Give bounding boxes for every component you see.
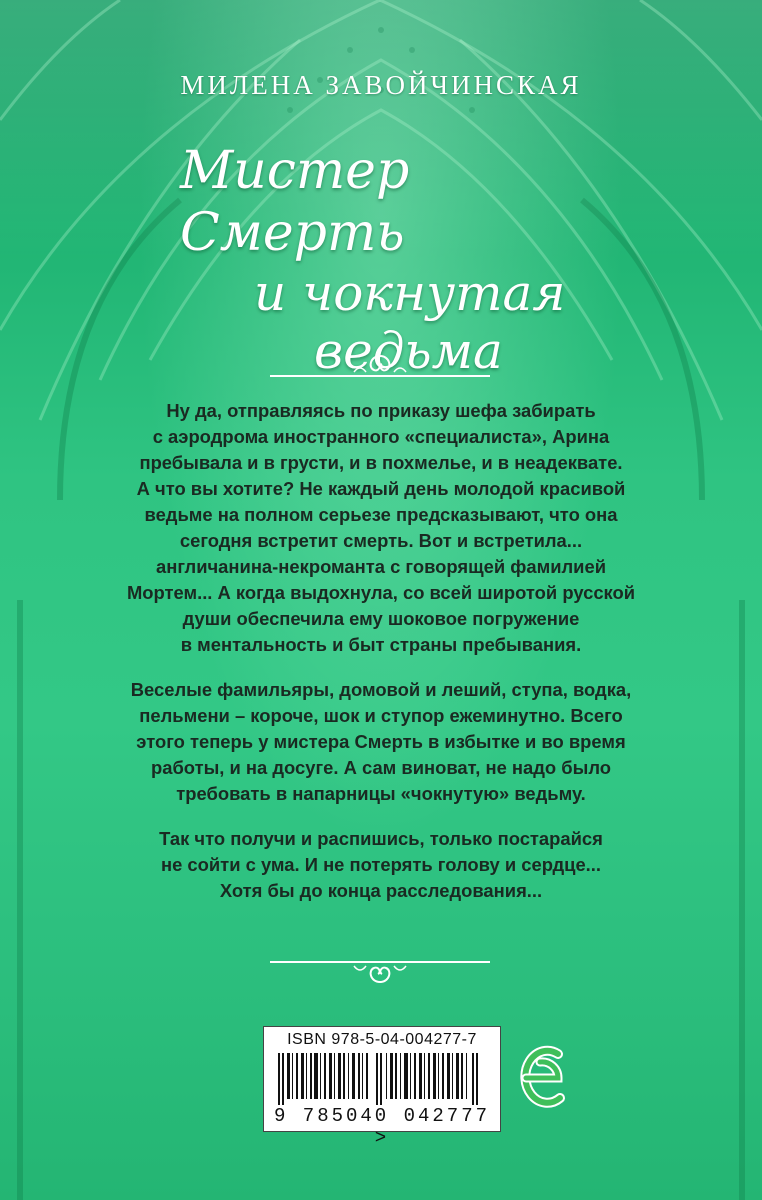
blurb-line: требовать в напарницы «чокнутую» ведьму. [176,783,586,804]
blurb-line: не сойти с ума. И не потерять голову и сердце... [160,854,602,875]
blurb-paragraph-3 [100,826,662,904]
blurb-line: Так что получи и распишись, только постарайся [159,828,603,849]
blurb-line: ведьме на полном серьезе предсказывают, что она [144,504,618,525]
blurb-line: А что вы хотите? Не каждый день молодой красивой [136,478,626,499]
blurb-line: Мортем... А когда выдохнула, со всей широтой русской [126,582,636,603]
blurb-line: Ну да, отправляясь по приказу шефа забирать [166,400,596,421]
blurb-line: сегодня встретит смерть. Вот и встретила... [179,530,583,551]
blurb-line: в ментальность и быт страны пребывания. [180,634,582,655]
blurb-line: с аэродрома иностранного «специалиста», Арина [152,426,610,447]
title-line-1: Мистер Смерть [180,141,410,263]
blurb-line: англичанина-некроманта с говорящей фамилией [155,556,607,577]
blurb-line: Хотя бы до конца расследования... [219,880,543,901]
isbn-barcode [263,1026,501,1149]
title-line-2: и чокнутая [254,264,566,322]
blurb-text [100,398,662,923]
blurb-line: работы, и на досуге. А сам виноват, не надо было [150,757,612,778]
blurb-paragraph-1 [100,398,662,658]
barcode-digits: 9 785040 042777 > [273,1105,491,1149]
flourish-divider-bottom-icon [270,958,490,988]
barcode-bars-icon [272,1053,492,1105]
blurb-line: пребывала и в грусти, и в похмелье, и в неадеквате. [139,452,623,473]
blurb-paragraph-2 [100,677,662,807]
eksmo-logo-icon [518,1040,566,1116]
blurb-line: души обеспечила ему шоковое погружение [182,608,580,629]
blurb-line: Веселые фамильяры, домовой и леший, ступа, водка, [130,679,632,700]
blurb-line: этого теперь у мистера Смерть в избытке и во время [136,731,626,752]
book-title [170,140,590,380]
author-name: МИЛЕНА ЗАВОЙЧИНСКАЯ [180,70,582,100]
isbn-label: ISBN 978-5-04-004277-7 [287,1031,477,1048]
flourish-divider-top-icon [270,350,490,380]
title-line-3: ведьма [314,322,503,380]
blurb-line: пельмени – короче, шок и ступор ежеминутно. Всего [139,705,623,726]
